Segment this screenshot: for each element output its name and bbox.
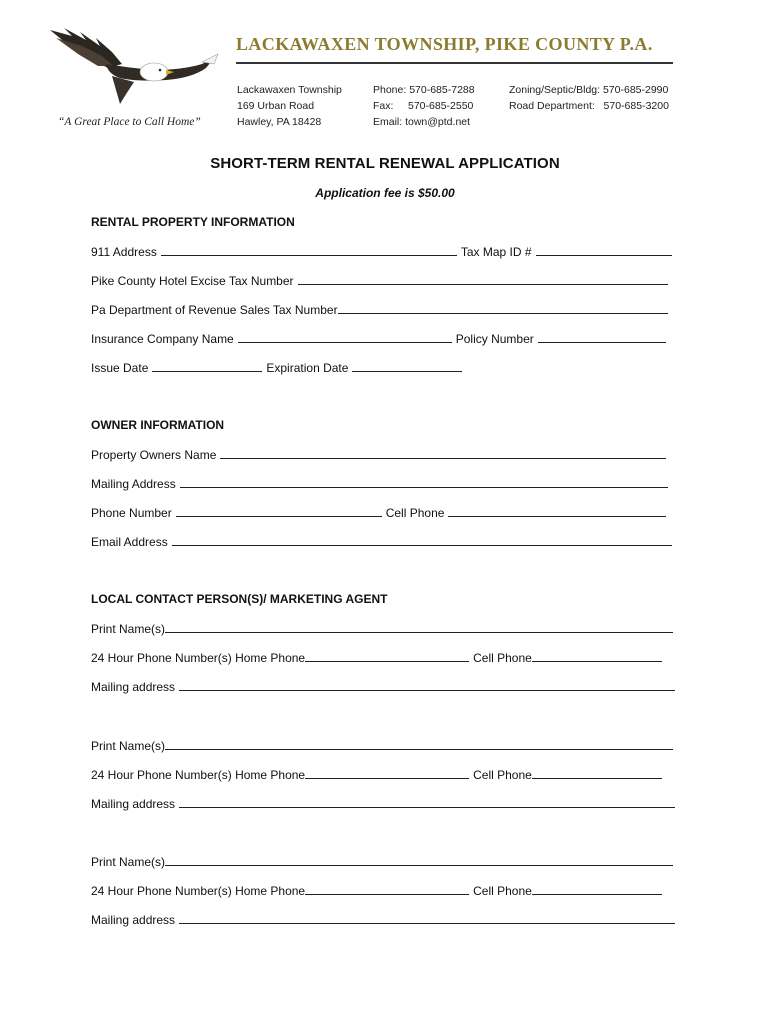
field-911-address[interactable] — [161, 244, 457, 256]
label-policy-number: Policy Number — [455, 332, 534, 346]
field-owner-phone[interactable] — [176, 505, 382, 517]
address-line: 169 Urban Road — [237, 100, 315, 112]
label-issue-date: Issue Date — [91, 361, 149, 375]
label-mailing-address: Mailing address — [91, 797, 176, 811]
label-home-phone: 24 Hour Phone Number(s) Home Phone — [91, 768, 306, 782]
field-insurance-company[interactable] — [238, 331, 452, 343]
label-cell-phone: Cell Phone — [473, 768, 532, 782]
field-issue-date[interactable] — [152, 360, 262, 372]
fee-note: Application fee is $50.00 — [315, 186, 455, 200]
row-sales-tax — [91, 302, 668, 317]
label-owner-phone: Phone Number — [91, 506, 172, 520]
field-contact2-home-phone[interactable] — [305, 767, 469, 779]
field-contact3-mailing[interactable] — [179, 912, 675, 924]
row-owner-mailing — [91, 476, 668, 491]
label-owner-name: Property Owners Name — [91, 448, 217, 462]
row-contact3-phones — [91, 883, 662, 898]
row-contact2-mailing — [91, 796, 675, 811]
label-insurance-company: Insurance Company Name — [91, 332, 234, 346]
phone-line: Phone: 570-685-7288 — [373, 84, 475, 96]
department-line: Zoning/Septic/Bldg: 570-685-2990 — [509, 84, 669, 96]
phone-block — [373, 82, 475, 130]
field-owner-mailing[interactable] — [180, 476, 668, 488]
email-line: Email: town@ptd.net — [373, 116, 471, 128]
field-contact1-cell-phone[interactable] — [532, 650, 662, 662]
section-owner-heading: OWNER INFORMATION — [91, 418, 225, 432]
eagle-logo-icon — [42, 24, 222, 110]
form-title: SHORT-TERM RENTAL RENEWAL APPLICATION — [210, 155, 560, 172]
label-mailing-address: Mailing address — [91, 680, 176, 694]
label-911-address: 911 Address — [91, 245, 157, 259]
row-contact1-mailing — [91, 679, 675, 694]
label-owner-mailing: Mailing Address — [91, 477, 176, 491]
row-contact1-phones — [91, 650, 662, 665]
field-contact2-name[interactable] — [165, 738, 673, 750]
field-contact1-home-phone[interactable] — [305, 650, 469, 662]
department-block — [509, 82, 669, 114]
label-mailing-address: Mailing address — [91, 913, 176, 927]
field-owner-cell[interactable] — [448, 505, 666, 517]
row-hotel-tax — [91, 273, 668, 288]
section-rental-heading: RENTAL PROPERTY INFORMATION — [91, 215, 295, 229]
row-insurance — [91, 331, 666, 346]
row-contact3-mailing — [91, 912, 675, 927]
row-address-taxmap — [91, 244, 672, 259]
org-title: LACKAWAXEN TOWNSHIP, PIKE COUNTY P.A. — [236, 34, 653, 54]
address-line: Hawley, PA 18428 — [237, 116, 322, 128]
address-line: Lackawaxen Township — [237, 84, 342, 96]
field-expiration-date[interactable] — [352, 360, 462, 372]
field-policy-number[interactable] — [538, 331, 666, 343]
label-owner-cell: Cell Phone — [385, 506, 445, 520]
row-contact1-name — [91, 621, 673, 636]
row-contact2-phones — [91, 767, 662, 782]
field-contact3-cell-phone[interactable] — [532, 883, 662, 895]
field-contact3-home-phone[interactable] — [305, 883, 469, 895]
field-sales-tax-number[interactable] — [338, 302, 668, 314]
row-contact3-name — [91, 854, 673, 869]
label-print-name: Print Name(s) — [91, 622, 166, 636]
field-owner-email[interactable] — [172, 534, 672, 546]
field-contact3-name[interactable] — [165, 854, 673, 866]
row-owner-name — [91, 447, 666, 462]
field-hotel-excise-tax[interactable] — [298, 273, 668, 285]
label-print-name: Print Name(s) — [91, 855, 166, 869]
field-contact2-cell-phone[interactable] — [532, 767, 662, 779]
label-expiration-date: Expiration Date — [266, 361, 349, 375]
field-owner-name[interactable] — [220, 447, 666, 459]
label-home-phone: 24 Hour Phone Number(s) Home Phone — [91, 884, 306, 898]
field-tax-map-id[interactable] — [536, 244, 672, 256]
tagline: “A Great Place to Call Home” — [58, 116, 201, 128]
row-owner-phones — [91, 505, 666, 520]
title-divider — [236, 62, 673, 64]
label-owner-email: Email Address — [91, 535, 168, 549]
label-cell-phone: Cell Phone — [473, 884, 532, 898]
row-dates — [91, 360, 462, 375]
field-contact1-mailing[interactable] — [179, 679, 675, 691]
field-contact2-mailing[interactable] — [179, 796, 675, 808]
label-home-phone: 24 Hour Phone Number(s) Home Phone — [91, 651, 306, 665]
row-contact2-name — [91, 738, 673, 753]
label-hotel-excise-tax: Pike County Hotel Excise Tax Number — [91, 274, 294, 288]
row-owner-email — [91, 534, 672, 549]
label-sales-tax-number: Pa Department of Revenue Sales Tax Number — [91, 303, 338, 317]
label-cell-phone: Cell Phone — [473, 651, 532, 665]
fax-line: Fax: 570-685-2550 — [373, 100, 474, 112]
label-tax-map-id: Tax Map ID # — [460, 245, 532, 259]
label-print-name: Print Name(s) — [91, 739, 166, 753]
field-contact1-name[interactable] — [165, 621, 673, 633]
department-line: Road Department: 570-685-3200 — [509, 100, 669, 112]
address-block — [237, 82, 342, 130]
section-contact-heading: LOCAL CONTACT PERSON(S)/ MARKETING AGENT — [91, 592, 388, 606]
